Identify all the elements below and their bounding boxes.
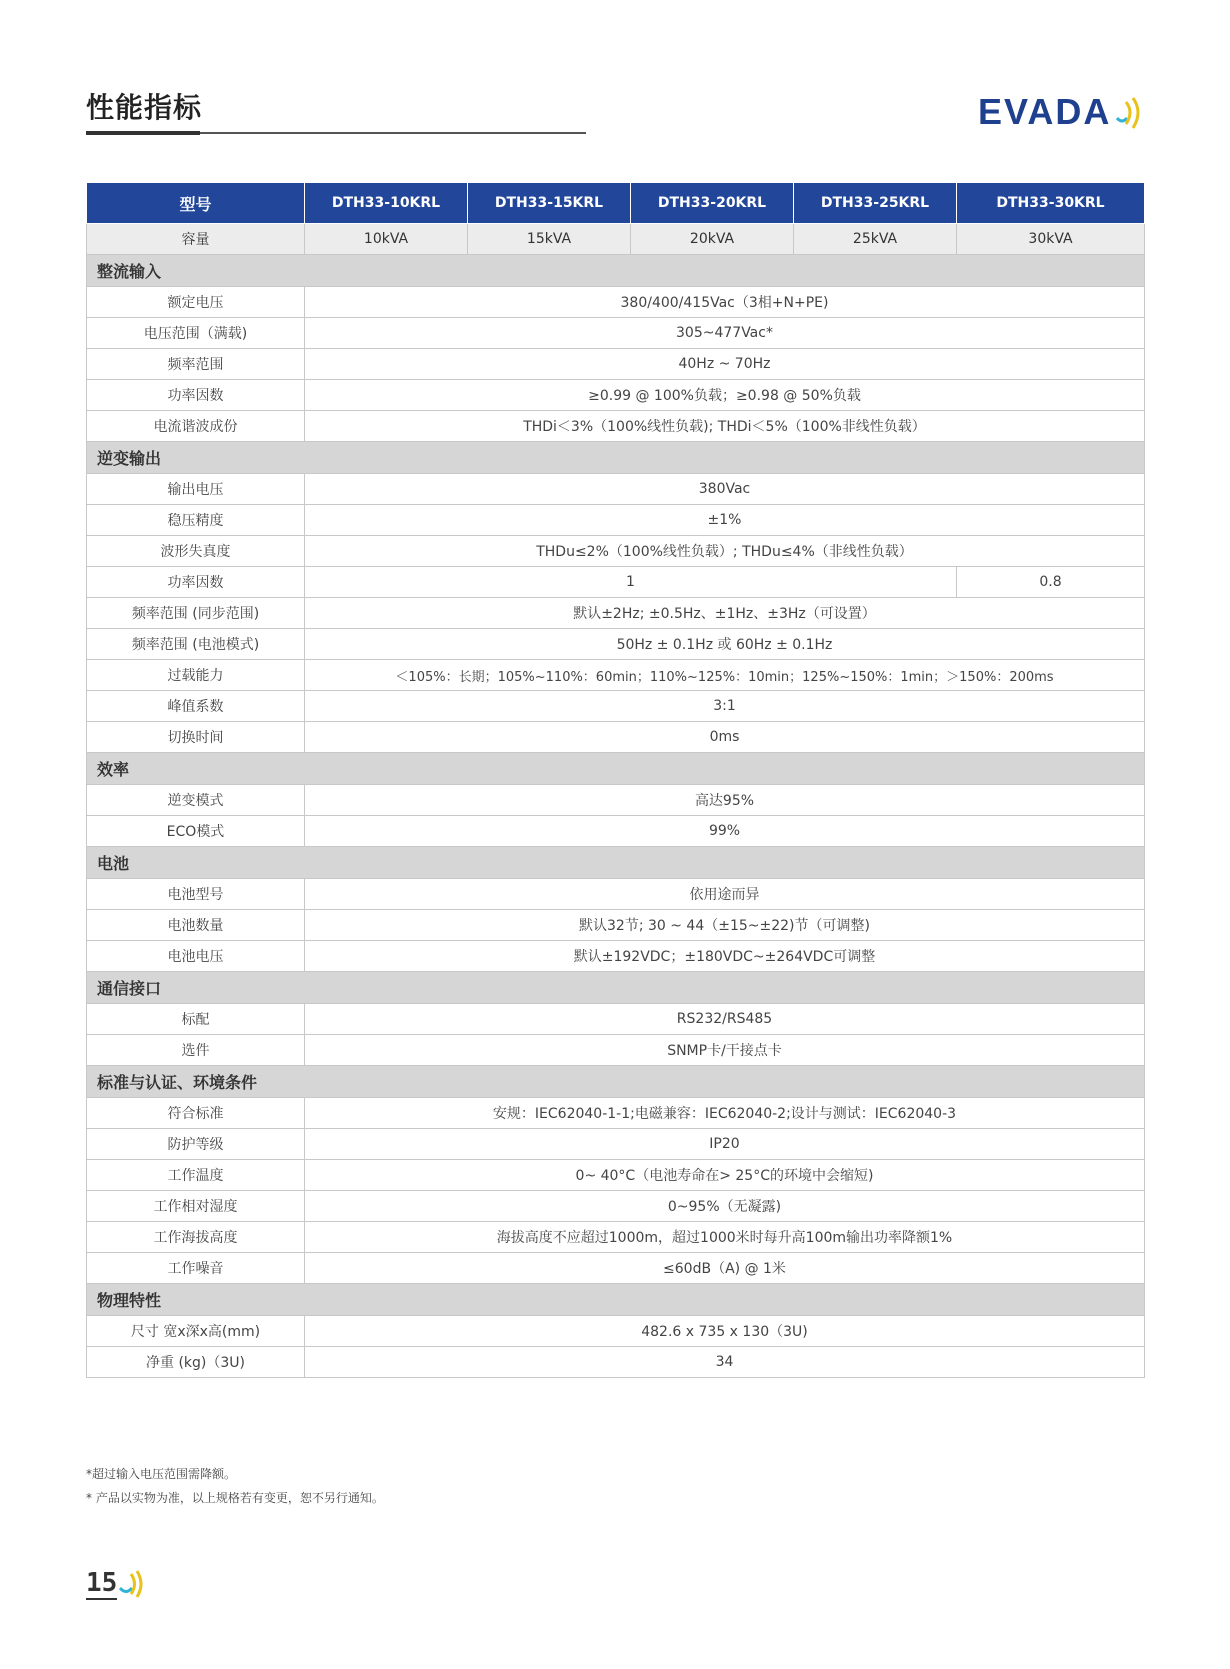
row-value-30k: 0.8 (957, 567, 1145, 598)
table-row (87, 1222, 1145, 1253)
page-number-text: 15 (86, 1568, 118, 1598)
table-row (87, 567, 1145, 598)
row-label: 电池数量 (87, 910, 305, 941)
row-label: 电池电压 (87, 941, 305, 972)
section-title: 通信接口 (87, 972, 1145, 1004)
row-label: 符合标准 (87, 1098, 305, 1129)
table-row (87, 536, 1145, 567)
section-comm (87, 972, 1145, 1004)
row-label: 功率因数 (87, 567, 305, 598)
page-number (86, 1568, 147, 1600)
table-row (87, 318, 1145, 349)
evada-logo (978, 90, 1143, 134)
title-underline (86, 132, 586, 134)
row-value: 默认±2Hz; ±0.5Hz、±1Hz、±3Hz（可设置） (305, 598, 1145, 629)
row-label: 功率因数 (87, 380, 305, 411)
row-value: ≥0.99 @ 100%负载；≥0.98 @ 50%负载 (305, 380, 1145, 411)
row-label: 工作相对湿度 (87, 1191, 305, 1222)
section-standards (87, 1066, 1145, 1098)
table-row (87, 598, 1145, 629)
row-label: 逆变模式 (87, 785, 305, 816)
row-value: 380/400/415Vac（3相+N+PE) (305, 287, 1145, 318)
table-row (87, 722, 1145, 753)
row-label: 电池型号 (87, 879, 305, 910)
section-inverter (87, 442, 1145, 474)
row-value: 3:1 (305, 691, 1145, 722)
model-header-row (87, 183, 1145, 224)
row-value: 99% (305, 816, 1145, 847)
row-value: ＜105%：长期；105%~110%：60min；110%~125%：10min；125%~150%：1min；＞150%：200ms (305, 660, 1145, 691)
row-value: 依用途而异 (305, 879, 1145, 910)
row-value: THDi＜3%（100%线性负载); THDi＜5%（100%非线性负载） (305, 411, 1145, 442)
row-value: THDu≤2%（100%线性负载）; THDu≤4%（非线性负载） (305, 536, 1145, 567)
signal-waves-icon (117, 1568, 147, 1600)
row-label: 稳压精度 (87, 505, 305, 536)
row-value: 默认±192VDC；±180VDC~±264VDC可调整 (305, 941, 1145, 972)
section-title: 标准与认证、环境条件 (87, 1066, 1145, 1098)
header-cell-model-3: DTH33-20KRL (631, 183, 794, 224)
table-row (87, 1035, 1145, 1066)
section-rectifier (87, 255, 1145, 287)
row-value: ≤60dB（A) @ 1米 (305, 1253, 1145, 1284)
footnote: *超过输入电压范围需降额。 (86, 1467, 237, 1481)
footnote: * 产品以实物为准，以上规格若有变更，恕不另行通知。 (86, 1491, 384, 1505)
row-value: 0~ 40°C（电池寿命在> 25°C的环境中会缩短) (305, 1160, 1145, 1191)
row-label: 峰值系数 (87, 691, 305, 722)
row-value: 0ms (305, 722, 1145, 753)
row-label: 频率范围 (同步范围) (87, 598, 305, 629)
row-value: 50Hz ± 0.1Hz 或 60Hz ± 0.1Hz (305, 629, 1145, 660)
table-row (87, 1253, 1145, 1284)
table-row (87, 691, 1145, 722)
table-row (87, 879, 1145, 910)
section-title: 效率 (87, 753, 1145, 785)
logo-text: EVADA (978, 91, 1112, 132)
row-label: 选件 (87, 1035, 305, 1066)
row-value: IP20 (305, 1129, 1145, 1160)
table-row (87, 287, 1145, 318)
row-label: 标配 (87, 1004, 305, 1035)
table-row (87, 1098, 1145, 1129)
table-row (87, 1191, 1145, 1222)
capacity-cell: 20kVA (631, 224, 794, 255)
row-label: ECO模式 (87, 816, 305, 847)
table-row (87, 380, 1145, 411)
row-label: 工作海拔高度 (87, 1222, 305, 1253)
table-row (87, 349, 1145, 380)
table-row (87, 910, 1145, 941)
row-label: 频率范围 (电池模式) (87, 629, 305, 660)
capacity-cell: 10kVA (305, 224, 468, 255)
page-title: 性能指标 (86, 91, 203, 124)
table-row (87, 1160, 1145, 1191)
capacity-cell: 15kVA (468, 224, 631, 255)
table-row (87, 629, 1145, 660)
table-row (87, 1129, 1145, 1160)
row-label: 电流谐波成份 (87, 411, 305, 442)
row-label: 防护等级 (87, 1129, 305, 1160)
row-value: 0~95%（无凝露) (305, 1191, 1145, 1222)
table-row (87, 505, 1145, 536)
row-label: 净重 (kg)（3U) (87, 1347, 305, 1378)
table-row (87, 411, 1145, 442)
row-label: 电压范围（满载) (87, 318, 305, 349)
signal-waves-icon (1113, 92, 1143, 132)
footnotes (86, 1462, 384, 1510)
table-row (87, 1316, 1145, 1347)
section-battery (87, 847, 1145, 879)
row-value: ±1% (305, 505, 1145, 536)
row-label: 尺寸 宽x深x高(mm) (87, 1316, 305, 1347)
row-value: 40Hz ~ 70Hz (305, 349, 1145, 380)
header-cell-model-1: DTH33-10KRL (305, 183, 468, 224)
capacity-label: 容量 (87, 224, 305, 255)
header-cell-model-2: DTH33-15KRL (468, 183, 631, 224)
header-cell-model: 型号 (87, 183, 305, 224)
table-row (87, 660, 1145, 691)
row-value: RS232/RS485 (305, 1004, 1145, 1035)
row-label: 工作温度 (87, 1160, 305, 1191)
row-value: 默认32节; 30 ~ 44（±15~±22)节（可调整) (305, 910, 1145, 941)
row-label: 过载能力 (87, 660, 305, 691)
row-value: 34 (305, 1347, 1145, 1378)
capacity-cell: 30kVA (957, 224, 1145, 255)
spec-table (86, 182, 1145, 1378)
section-title: 整流输入 (87, 255, 1145, 287)
row-label: 频率范围 (87, 349, 305, 380)
row-value: 380Vac (305, 474, 1145, 505)
row-label: 工作噪音 (87, 1253, 305, 1284)
header-cell-model-5: DTH33-30KRL (957, 183, 1145, 224)
row-label: 额定电压 (87, 287, 305, 318)
row-value: 高达95% (305, 785, 1145, 816)
row-label: 切换时间 (87, 722, 305, 753)
table-row (87, 816, 1145, 847)
row-value: 1 (305, 567, 957, 598)
table-row (87, 785, 1145, 816)
table-row (87, 1004, 1145, 1035)
row-value: 482.6 x 735 x 130（3U) (305, 1316, 1145, 1347)
header-cell-model-4: DTH33-25KRL (794, 183, 957, 224)
section-efficiency (87, 753, 1145, 785)
section-physical (87, 1284, 1145, 1316)
section-title: 逆变输出 (87, 442, 1145, 474)
row-value: 海拔高度不应超过1000m，超过1000米时每升高100m输出功率降额1% (305, 1222, 1145, 1253)
table-row (87, 941, 1145, 972)
capacity-row (87, 224, 1145, 255)
table-row (87, 474, 1145, 505)
row-label: 波形失真度 (87, 536, 305, 567)
row-value: SNMP卡/干接点卡 (305, 1035, 1145, 1066)
row-value: 305~477Vac* (305, 318, 1145, 349)
table-row (87, 1347, 1145, 1378)
section-title: 物理特性 (87, 1284, 1145, 1316)
capacity-cell: 25kVA (794, 224, 957, 255)
row-value: 安规：IEC62040-1-1;电磁兼容：IEC62040-2;设计与测试：IEC62040-3 (305, 1098, 1145, 1129)
row-label: 输出电压 (87, 474, 305, 505)
section-title: 电池 (87, 847, 1145, 879)
